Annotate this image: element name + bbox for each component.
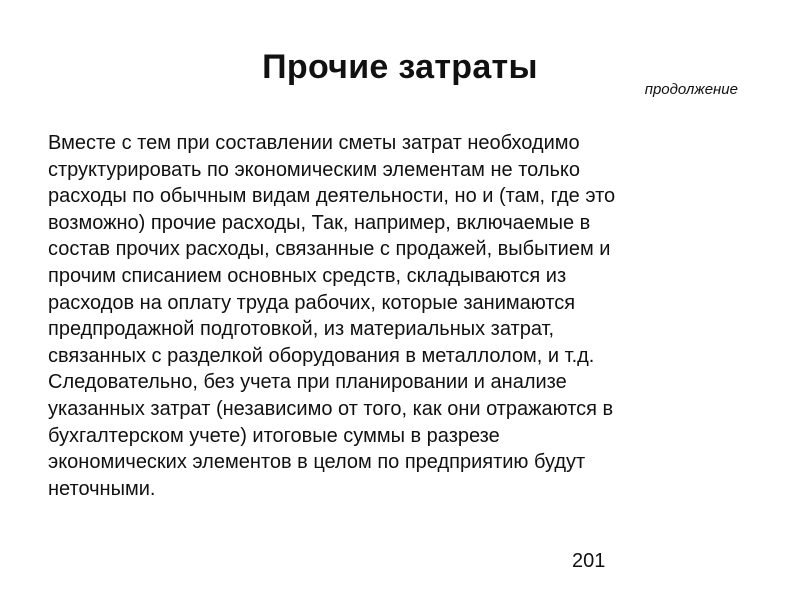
slide-subtitle: продолжение [644, 81, 738, 98]
slide-title: Прочие затраты [262, 48, 538, 86]
body-line: экономических элементов в целом по предприятию будут [48, 451, 586, 474]
body-line: состав прочих расходы, связанные с продажей, выбытием и [48, 238, 611, 261]
body-paragraph [48, 130, 768, 502]
body-line: неточными. [48, 477, 156, 500]
body-line: Вместе с тем при составлении сметы затрат необходимо [48, 132, 580, 154]
body-line: возможно) прочие расходы, Так, например, включаемые в [48, 211, 591, 234]
body-line: предпродажной подготовкой, из материальных затрат, [48, 318, 554, 341]
page-number: 201 [572, 550, 606, 572]
body-line: прочим списанием основных средств, складываются из [48, 264, 567, 287]
body-line: расходов на оплату труда рабочих, которые занимаются [48, 291, 576, 314]
body-line: Следовательно, без учета при планировании и анализе [48, 371, 567, 394]
body-line: бухгалтерском учете) итоговые суммы в разрезе [48, 424, 500, 447]
body-line: указанных затрат (независимо от того, как они отражаются в [48, 397, 614, 420]
body-line: структурировать по экономическим элементам не только [48, 158, 581, 181]
body-line: связанных с разделкой оборудования в металлолом, и т.д. [48, 344, 595, 367]
body-line: расходы по обычным видам деятельности, но и (там, где это [48, 185, 616, 208]
